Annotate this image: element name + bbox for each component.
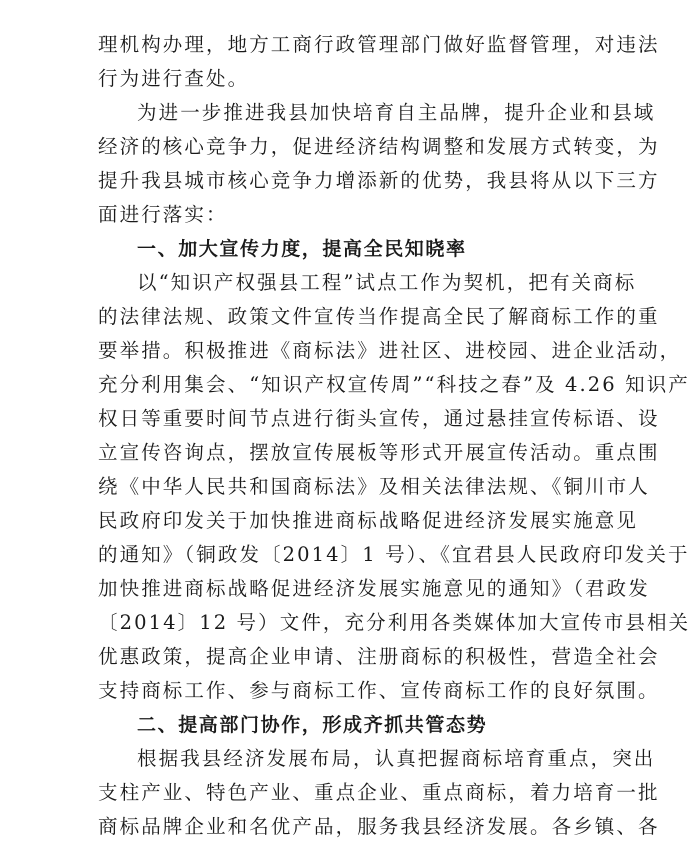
- body-text-line: 的法律法规、政策文件宣传当作提高全民了解商标工作的重: [98, 305, 660, 328]
- body-text-line: 充分利用集会、“知识产权宣传周”“科技之春”及 4.26 知识产: [98, 373, 690, 396]
- body-text-line: 民政府印发关于加快推进商标战略促进经济发展实施意见: [98, 509, 639, 532]
- body-text-line: 理机构办理，地方工商行政管理部门做好监督管理，对违法: [98, 33, 660, 56]
- section-heading-1: 一、加大宣传力度，提高全民知晓率: [137, 238, 467, 260]
- body-text-line: 绕《中华人民共和国商标法》及相关法律法规、《铜川市人: [98, 475, 650, 498]
- body-text-line: 立宣传咨询点，摆放宣传展板等形式开展宣传活动。重点围: [98, 441, 660, 464]
- paragraph-start-line: 以“知识产权强县工程”试点工作为契机，把有关商标: [137, 271, 637, 294]
- body-text-line: 加快推进商标战略促进经济发展实施意见的通知》（君政发: [98, 577, 650, 600]
- body-text-line: 提升我县城市核心竞争力增添新的优势，我县将从以下三方: [98, 169, 660, 192]
- body-text-line: 支持商标工作、参与商标工作、宣传商标工作的良好氛围。: [98, 679, 660, 702]
- body-text-line: 支柱产业、特色产业、重点企业、重点商标，着力培育一批: [98, 781, 660, 804]
- section-heading-2: 二、提高部门协作，形成齐抓共管态势: [137, 714, 488, 736]
- body-text-line: 的通知》（铜政发〔2014〕1 号）、《宜君县人民政府印发关于: [98, 543, 690, 566]
- body-text-line: 优惠政策，提高企业申请、注册商标的积极性，营造全社会: [98, 645, 660, 668]
- body-text-line: 〔2014〕12 号）文件，充分利用各类媒体加大宣传市县相关: [98, 611, 691, 634]
- body-text-line: 经济的核心竞争力，促进经济结构调整和发展方式转变，为: [98, 135, 660, 158]
- body-text-line: 要举措。积极推进《商标法》进社区、进校园、进企业活动，: [98, 339, 682, 362]
- body-text-line: 行为进行查处。: [98, 67, 250, 90]
- body-text-line: 面进行落实：: [98, 203, 228, 226]
- body-text-line: 商标品牌企业和名优产品，服务我县经济发展。各乡镇、各: [98, 815, 660, 838]
- body-text-line: 权日等重要时间节点进行街头宣传，通过悬挂宣传标语、设: [98, 407, 660, 430]
- paragraph-start-line: 为进一步推进我县加快培育自主品牌，提升企业和县域: [137, 101, 656, 124]
- paragraph-start-line: 根据我县经济发展布局，认真把握商标培育重点，突出: [137, 747, 656, 770]
